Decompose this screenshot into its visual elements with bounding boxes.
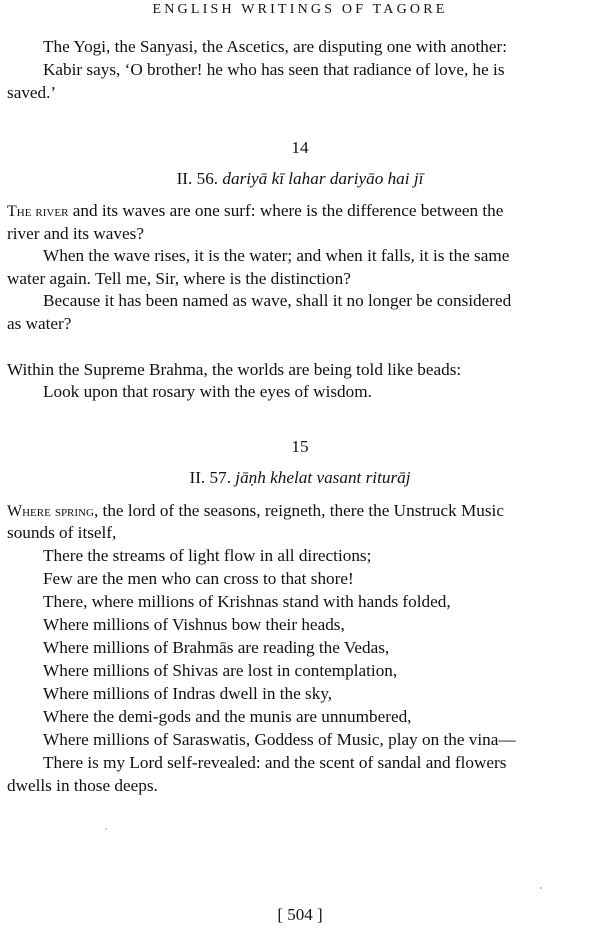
prose-line: When the wave rises, it is the water; and when it falls, it is the same [43,246,510,265]
verse-line: The Yogi, the Sanyasi, the Ascetics, are disputing one with another: [43,37,507,56]
verse-line: There the streams of light flow in all directions; [43,546,372,565]
running-header: ENGLISH WRITINGS OF TAGORE [152,2,448,17]
prose-line: river and its waves? [7,224,144,243]
verse-line: Few are the men who can cross to that shore! [43,569,354,588]
prose-line: Look upon that rosary with the eyes of wisdom. [43,382,372,401]
line-text: and its waves are one surf: where is the difference between the [68,201,504,220]
verse-line: Where millions of Saraswatis, Goddess of Music, play on the vina— [43,730,516,749]
prose-line [7,200,503,223]
reference-title: jāṇh khelat vasant riturāj [235,468,411,487]
verse-line: There, where millions of Krishnas stand with hands folded, [43,592,451,611]
reference-title: dariyā kī lahar dariyāo hai jī [222,169,424,188]
verse-line: There is my Lord self-revealed: and the scent of sandal and flowers [43,753,507,772]
prose-line: Because it has been named as wave, shall it no longer be considered [43,291,512,310]
poem-reference [0,168,600,190]
prose-line: Within the Supreme Brahma, the worlds are being told like beads: [7,360,462,379]
verse-line: saved.’ [7,83,57,102]
verse-line: Where millions of Brahmās are reading the Vedas, [43,638,390,657]
verse-line: Where millions of Shivas are lost in contemplation, [43,661,398,680]
reference-number: II. 57. [189,468,231,487]
lead-in: Where spring [7,503,94,520]
verse-line: dwells in those deeps. [7,776,158,795]
verse-line: sounds of itself, [7,523,117,542]
verse-line: Where millions of Vishnus bow their heads, [43,615,345,634]
page-number: [ 504 ] [277,905,323,924]
poem-number: 15 [291,437,309,456]
poem-number: 14 [291,138,309,157]
verse-line: Kabir says, ‘O brother! he who has seen that radiance of love, he is [43,60,505,79]
poem-reference [0,467,600,489]
verse-line [7,500,504,523]
lead-in: The river [7,203,69,220]
verse-line: Where millions of Indras dwell in the sky, [43,684,333,703]
prose-line: as water? [7,314,72,333]
paper-speck [540,887,542,889]
prose-line: water again. Tell me, Sir, where is the distinction? [7,269,351,288]
verse-line: Where the demi-gods and the munis are unnumbered, [43,707,412,726]
paper-speck [105,828,107,830]
line-text: , the lord of the seasons, reigneth, there the Unstruck Music [93,501,504,520]
reference-number: II. 56. [176,169,219,188]
